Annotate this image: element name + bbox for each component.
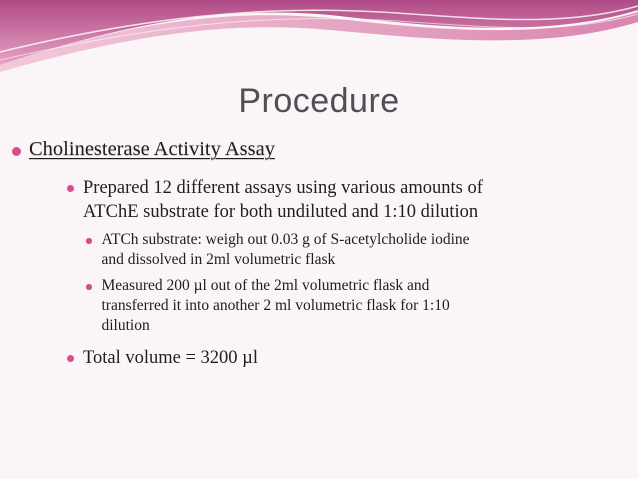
bullet-total-volume (67, 346, 583, 370)
text-line: transferred it into another 2 ml volumetric flask for 1:10 (101, 297, 450, 314)
bullet-prepared (67, 176, 583, 224)
header-wave-decoration (0, 0, 638, 80)
text-line: ATCh substrate: weigh out 0.03 g of S-acetylcholide iodine (101, 231, 470, 248)
bullet-dot (67, 355, 74, 362)
text-line: Measured 200 µl out of the 2ml volumetric flask and (101, 277, 430, 294)
bullet-main (12, 138, 275, 161)
sub-bullet-atch-text (102, 230, 572, 270)
bullet-prepared-text (83, 176, 583, 224)
bullet-dot (86, 284, 92, 290)
bullet-dot (86, 238, 92, 244)
bullet-dot (12, 147, 21, 156)
sub-bullet-atch (86, 230, 572, 270)
slide-title: Procedure (238, 82, 400, 120)
sub-bullet-measured-text (102, 276, 572, 336)
text-line: ATChE substrate for both undiluted and 1:10 dilution (83, 202, 479, 222)
text-line: dilution (101, 317, 150, 334)
text-line: Prepared 12 different assays using various amounts of (83, 178, 483, 198)
bullet-main-text: Cholinesterase Activity Assay (29, 138, 275, 160)
sub-bullet-measured (86, 276, 572, 336)
bullet-total-volume-text: Total volume = 3200 µl (83, 348, 258, 368)
text-line: and dissolved in 2ml volumetric flask (101, 251, 336, 268)
bullet-dot (67, 185, 74, 192)
